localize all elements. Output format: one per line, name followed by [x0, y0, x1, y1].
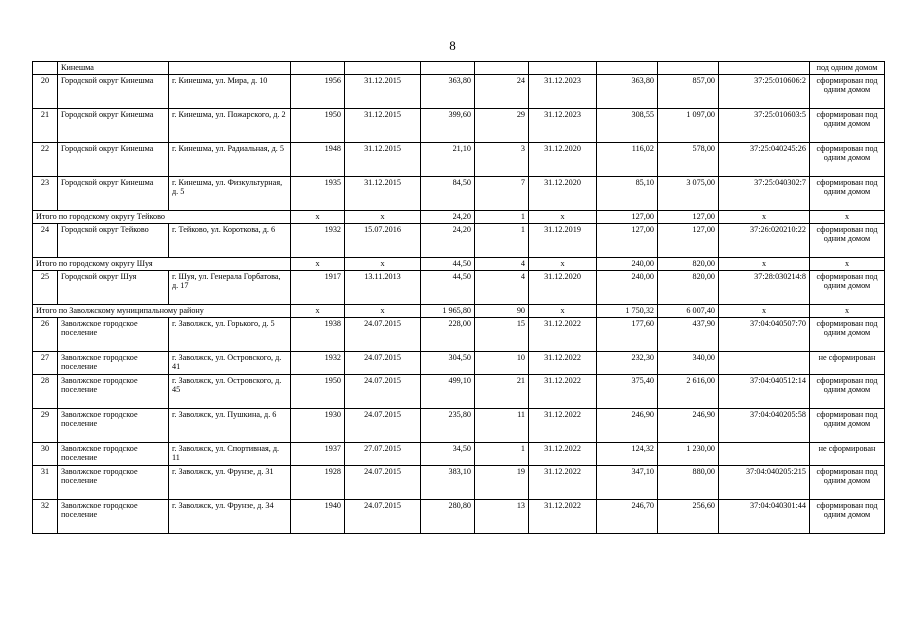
row-number: 30: [33, 443, 58, 466]
area-cell: 24,20: [421, 211, 475, 224]
date-cell: x: [345, 258, 421, 271]
residents-cell: 29: [475, 109, 529, 143]
area-cell: 24,20: [421, 224, 475, 258]
row-number: 28: [33, 375, 58, 409]
deadline-cell: 31.12.2022: [529, 375, 597, 409]
empty-cell: [169, 62, 291, 75]
status-cell: сформирован под одним домом: [810, 271, 885, 305]
deadline-cell: 31.12.2022: [529, 318, 597, 352]
year-cell: 1932: [291, 352, 345, 375]
year-cell: 1948: [291, 143, 345, 177]
housing-table: [32, 61, 885, 534]
deadline-cell: x: [529, 305, 597, 318]
land-area-cell: 3 075,00: [658, 177, 719, 211]
date-cell: 24.07.2015: [345, 466, 421, 500]
deadline-cell: 31.12.2022: [529, 500, 597, 534]
land-area-cell: 2 616,00: [658, 375, 719, 409]
status-cell: не сформирован: [810, 352, 885, 375]
land-area-cell: 127,00: [658, 211, 719, 224]
table-row: [33, 224, 885, 258]
row-number: 20: [33, 75, 58, 109]
residents-cell: 15: [475, 318, 529, 352]
area2-cell: 124,32: [597, 443, 658, 466]
table-row-total: [33, 211, 885, 224]
row-number: 24: [33, 224, 58, 258]
date-cell: 24.07.2015: [345, 352, 421, 375]
empty-cell: [658, 62, 719, 75]
year-cell: 1928: [291, 466, 345, 500]
status-cell: под одним домом: [810, 62, 885, 75]
address-cell: г. Тейково, ул. Короткова, д. 6: [169, 224, 291, 258]
land-area-cell: 246,90: [658, 409, 719, 443]
deadline-cell: 31.12.2022: [529, 466, 597, 500]
table-row-total: [33, 305, 885, 318]
empty-cell: [719, 62, 810, 75]
cadastral-cell: 37:04:040205:215: [719, 466, 810, 500]
year-cell: x: [291, 211, 345, 224]
district-cell: Кинешма: [58, 62, 169, 75]
year-cell: 1950: [291, 109, 345, 143]
area2-cell: 1 750,32: [597, 305, 658, 318]
land-area-cell: 256,60: [658, 500, 719, 534]
land-area-cell: 6 007,40: [658, 305, 719, 318]
status-cell: не сформирован: [810, 443, 885, 466]
residents-cell: 10: [475, 352, 529, 375]
residents-cell: 1: [475, 211, 529, 224]
area2-cell: 232,30: [597, 352, 658, 375]
address-cell: г. Заволжск, ул. Пушкина, д. 6: [169, 409, 291, 443]
date-cell: 31.12.2015: [345, 143, 421, 177]
residents-cell: 21: [475, 375, 529, 409]
status-cell: сформирован под одним домом: [810, 177, 885, 211]
status-cell: сформирован под одним домом: [810, 466, 885, 500]
status-cell: x: [810, 305, 885, 318]
district-cell: Заволжское городское поселение: [58, 466, 169, 500]
residents-cell: 90: [475, 305, 529, 318]
status-cell: сформирован под одним домом: [810, 143, 885, 177]
status-cell: сформирован под одним домом: [810, 500, 885, 534]
area-cell: 34,50: [421, 443, 475, 466]
area-cell: 21,10: [421, 143, 475, 177]
status-cell: сформирован под одним домом: [810, 318, 885, 352]
row-number: 21: [33, 109, 58, 143]
land-area-cell: 437,90: [658, 318, 719, 352]
district-cell: Заволжское городское поселение: [58, 409, 169, 443]
area2-cell: 375,40: [597, 375, 658, 409]
area2-cell: 363,80: [597, 75, 658, 109]
table-row-total: [33, 258, 885, 271]
area2-cell: 116,02: [597, 143, 658, 177]
land-area-cell: 127,00: [658, 224, 719, 258]
land-area-cell: 820,00: [658, 258, 719, 271]
table-row: [33, 352, 885, 375]
row-number: [33, 62, 58, 75]
table-row: [33, 177, 885, 211]
year-cell: x: [291, 305, 345, 318]
table-row: [33, 409, 885, 443]
cadastral-cell: x: [719, 305, 810, 318]
empty-cell: [421, 62, 475, 75]
date-cell: 24.07.2015: [345, 500, 421, 534]
address-cell: г. Заволжск, ул. Фрунзе, д. 34: [169, 500, 291, 534]
table-row: [33, 271, 885, 305]
address-cell: г. Заволжск, ул. Островского, д. 41: [169, 352, 291, 375]
row-number: 32: [33, 500, 58, 534]
cadastral-cell: 37:04:040507:70: [719, 318, 810, 352]
area2-cell: 177,60: [597, 318, 658, 352]
cadastral-cell: x: [719, 211, 810, 224]
area2-cell: 240,00: [597, 271, 658, 305]
land-area-cell: 857,00: [658, 75, 719, 109]
land-area-cell: 340,00: [658, 352, 719, 375]
deadline-cell: x: [529, 258, 597, 271]
deadline-cell: 31.12.2020: [529, 143, 597, 177]
land-area-cell: 820,00: [658, 271, 719, 305]
residents-cell: 1: [475, 224, 529, 258]
area2-cell: 240,00: [597, 258, 658, 271]
cadastral-cell: 37:04:040301:44: [719, 500, 810, 534]
date-cell: 24.07.2015: [345, 409, 421, 443]
page-number: 8: [449, 38, 456, 53]
deadline-cell: 31.12.2020: [529, 271, 597, 305]
date-cell: 24.07.2015: [345, 375, 421, 409]
area-cell: 399,60: [421, 109, 475, 143]
status-cell: сформирован под одним домом: [810, 375, 885, 409]
year-cell: 1956: [291, 75, 345, 109]
row-number: 27: [33, 352, 58, 375]
district-cell: Городской округ Кинешма: [58, 143, 169, 177]
date-cell: 31.12.2015: [345, 109, 421, 143]
total-label: Итого по городскому округу Тейково: [33, 211, 291, 224]
district-cell: Заволжское городское поселение: [58, 352, 169, 375]
area2-cell: 127,00: [597, 224, 658, 258]
table-row: [33, 375, 885, 409]
date-cell: 31.12.2015: [345, 75, 421, 109]
table-row: [33, 143, 885, 177]
row-number: 26: [33, 318, 58, 352]
date-cell: 31.12.2015: [345, 177, 421, 211]
deadline-cell: 31.12.2022: [529, 443, 597, 466]
area-cell: 235,80: [421, 409, 475, 443]
date-cell: 15.07.2016: [345, 224, 421, 258]
empty-cell: [597, 62, 658, 75]
date-cell: 24.07.2015: [345, 318, 421, 352]
cadastral-cell: 37:25:040302:7: [719, 177, 810, 211]
year-cell: x: [291, 258, 345, 271]
year-cell: 1938: [291, 318, 345, 352]
table-row: [33, 466, 885, 500]
date-cell: x: [345, 305, 421, 318]
address-cell: г. Кинешма, ул. Мира, д. 10: [169, 75, 291, 109]
residents-cell: 11: [475, 409, 529, 443]
deadline-cell: 31.12.2023: [529, 109, 597, 143]
address-cell: г. Заволжск, ул. Спортивная, д. 11: [169, 443, 291, 466]
cadastral-cell: 37:25:010606:2: [719, 75, 810, 109]
empty-cell: [345, 62, 421, 75]
status-cell: сформирован под одним домом: [810, 409, 885, 443]
area-cell: 228,00: [421, 318, 475, 352]
cadastral-cell: 37:28:030214:8: [719, 271, 810, 305]
address-cell: г. Кинешма, ул. Физкультурная, д. 5: [169, 177, 291, 211]
deadline-cell: x: [529, 211, 597, 224]
area-cell: 363,80: [421, 75, 475, 109]
year-cell: 1940: [291, 500, 345, 534]
row-number: 25: [33, 271, 58, 305]
empty-cell: [529, 62, 597, 75]
cadastral-cell: 37:25:010603:5: [719, 109, 810, 143]
table-row-continuation: [33, 62, 885, 75]
status-cell: сформирован под одним домом: [810, 75, 885, 109]
residents-cell: 4: [475, 271, 529, 305]
district-cell: Заволжское городское поселение: [58, 375, 169, 409]
area2-cell: 347,10: [597, 466, 658, 500]
row-number: 23: [33, 177, 58, 211]
total-label: Итого по городскому округу Шуя: [33, 258, 291, 271]
empty-cell: [475, 62, 529, 75]
cadastral-cell: 37:04:040512:14: [719, 375, 810, 409]
address-cell: г. Заволжск, ул. Островского, д. 45: [169, 375, 291, 409]
date-cell: 13.11.2013: [345, 271, 421, 305]
address-cell: г. Шуя, ул. Генерала Горбатова, д. 17: [169, 271, 291, 305]
year-cell: 1917: [291, 271, 345, 305]
area-cell: 44,50: [421, 258, 475, 271]
district-cell: Городской округ Кинешма: [58, 177, 169, 211]
land-area-cell: 880,00: [658, 466, 719, 500]
residents-cell: 7: [475, 177, 529, 211]
deadline-cell: 31.12.2022: [529, 352, 597, 375]
area-cell: 280,80: [421, 500, 475, 534]
district-cell: Городской округ Шуя: [58, 271, 169, 305]
date-cell: 27.07.2015: [345, 443, 421, 466]
status-cell: сформирован под одним домом: [810, 109, 885, 143]
residents-cell: 24: [475, 75, 529, 109]
total-label: Итого по Заволжскому муниципальному району: [33, 305, 291, 318]
area2-cell: 127,00: [597, 211, 658, 224]
status-cell: сформирован под одним домом: [810, 224, 885, 258]
residents-cell: 13: [475, 500, 529, 534]
status-cell: x: [810, 258, 885, 271]
area2-cell: 308,55: [597, 109, 658, 143]
row-number: 22: [33, 143, 58, 177]
empty-cell: [291, 62, 345, 75]
address-cell: г. Кинешма, ул. Пожарского, д. 2: [169, 109, 291, 143]
district-cell: Заволжское городское поселение: [58, 318, 169, 352]
date-cell: x: [345, 211, 421, 224]
land-area-cell: 1 230,00: [658, 443, 719, 466]
area-cell: 44,50: [421, 271, 475, 305]
table-row: [33, 443, 885, 466]
deadline-cell: 31.12.2019: [529, 224, 597, 258]
district-cell: Заволжское городское поселение: [58, 500, 169, 534]
address-cell: г. Кинешма, ул. Радиальная, д. 5: [169, 143, 291, 177]
area2-cell: 85,10: [597, 177, 658, 211]
cadastral-cell: [719, 352, 810, 375]
area-cell: 304,50: [421, 352, 475, 375]
area2-cell: 246,90: [597, 409, 658, 443]
area-cell: 499,10: [421, 375, 475, 409]
residents-cell: 1: [475, 443, 529, 466]
deadline-cell: 31.12.2020: [529, 177, 597, 211]
year-cell: 1930: [291, 409, 345, 443]
year-cell: 1932: [291, 224, 345, 258]
area-cell: 84,50: [421, 177, 475, 211]
row-number: 31: [33, 466, 58, 500]
table-body: [33, 62, 885, 534]
year-cell: 1935: [291, 177, 345, 211]
district-cell: Городской округ Тейково: [58, 224, 169, 258]
district-cell: Городской округ Кинешма: [58, 109, 169, 143]
residents-cell: 3: [475, 143, 529, 177]
area-cell: 1 965,80: [421, 305, 475, 318]
land-area-cell: 1 097,00: [658, 109, 719, 143]
cadastral-cell: 37:04:040205:58: [719, 409, 810, 443]
table-row: [33, 109, 885, 143]
address-cell: г. Заволжск, ул. Горького, д. 5: [169, 318, 291, 352]
cadastral-cell: 37:25:040245:26: [719, 143, 810, 177]
address-cell: г. Заволжск, ул. Фрунзе, д. 31: [169, 466, 291, 500]
deadline-cell: 31.12.2022: [529, 409, 597, 443]
table-row: [33, 318, 885, 352]
residents-cell: 19: [475, 466, 529, 500]
table-row: [33, 500, 885, 534]
area2-cell: 246,70: [597, 500, 658, 534]
area-cell: 383,10: [421, 466, 475, 500]
year-cell: 1950: [291, 375, 345, 409]
table-row: [33, 75, 885, 109]
land-area-cell: 578,00: [658, 143, 719, 177]
cadastral-cell: [719, 443, 810, 466]
row-number: 29: [33, 409, 58, 443]
residents-cell: 4: [475, 258, 529, 271]
cadastral-cell: 37:26:020210:22: [719, 224, 810, 258]
district-cell: Городской округ Кинешма: [58, 75, 169, 109]
deadline-cell: 31.12.2023: [529, 75, 597, 109]
status-cell: x: [810, 211, 885, 224]
district-cell: Заволжское городское поселение: [58, 443, 169, 466]
year-cell: 1937: [291, 443, 345, 466]
cadastral-cell: x: [719, 258, 810, 271]
